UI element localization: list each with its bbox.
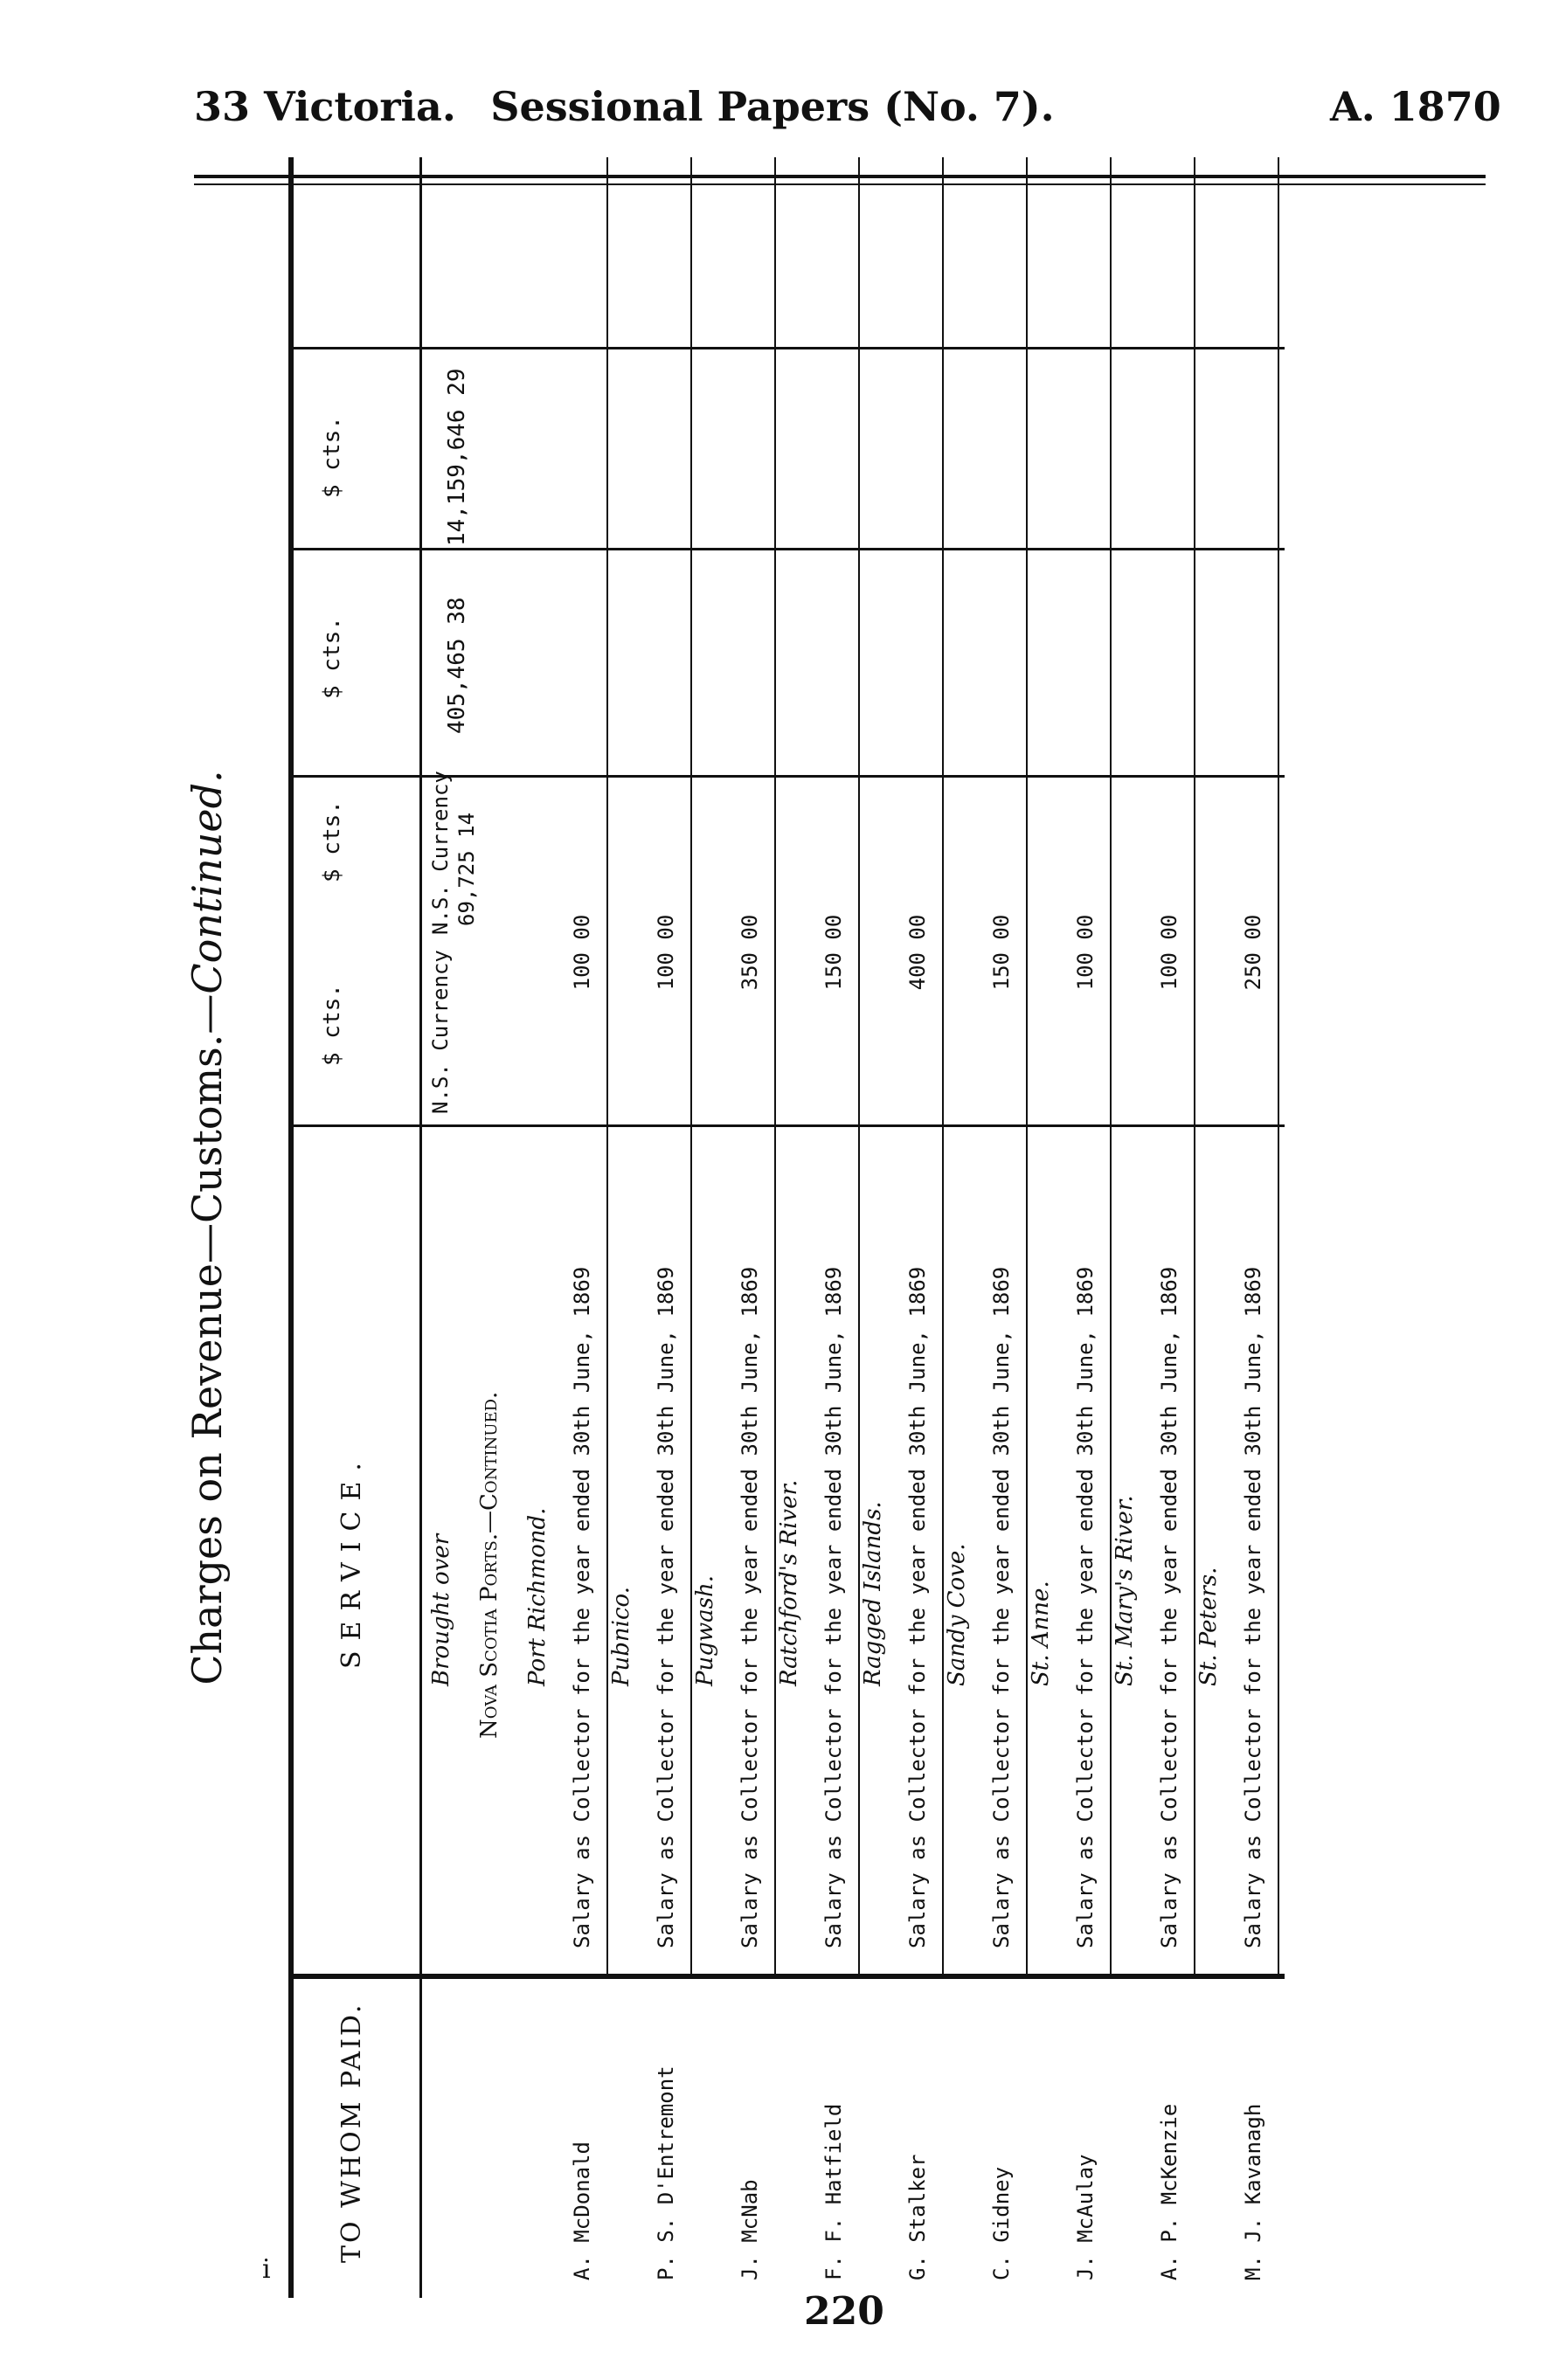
header-session: 33 Victoria. — [194, 83, 456, 130]
col-dollars-2: $ cts. — [319, 800, 345, 882]
col-dollars-3: $ cts. — [319, 617, 345, 699]
port-name: St. Mary's River. — [1112, 1495, 1138, 1686]
header-year: A. 1870 — [1330, 83, 1501, 130]
payee-name: F. F. Hatfield — [821, 2103, 846, 2280]
service-description: Salary as Collector for the year ended 30th June, 1869 — [570, 1266, 594, 1948]
amount: 100 00 — [1073, 914, 1098, 991]
table-row — [1061, 157, 1113, 2298]
table-row — [977, 157, 1029, 2298]
section-heading: Nova Scotia Ports.—Continued. — [476, 1391, 502, 1739]
table-row — [1145, 157, 1197, 2298]
payee-name: G. Stalker — [905, 2154, 930, 2280]
service-description: Salary as Collector for the year ended 30th June, 1869 — [905, 1266, 930, 1948]
payee-name: J. McNab — [738, 2179, 762, 2280]
service-description: Salary as Collector for the year ended 30th June, 1869 — [1073, 1266, 1098, 1948]
payee-name: P. S. D'Entremont — [654, 2065, 678, 2280]
header-title: Sessional Papers (No. 7). — [490, 83, 1055, 130]
port-name: Port Richmond. — [524, 1507, 551, 1686]
table-row — [893, 157, 946, 2298]
row-divider — [1278, 157, 1279, 1979]
brought-over-label: Brought over — [428, 1533, 454, 1686]
service-description: Salary as Collector for the year ended 30th June, 1869 — [821, 1266, 846, 1948]
payee-name: M. J. Kavanagh — [1241, 2103, 1265, 2280]
table-row — [641, 157, 694, 2298]
amount: 100 00 — [654, 914, 678, 991]
payee-name: J. McAulay — [1073, 2154, 1098, 2280]
section-heading-row — [476, 157, 518, 2298]
marginal-mark: i — [262, 2254, 271, 2285]
currency-note-a: N.S. Currency — [428, 950, 453, 1114]
port-name: Ragged Islands. — [860, 1501, 886, 1686]
brought-over-ns: 69,725 14 — [454, 812, 479, 926]
col-service: SERVICE. — [336, 1452, 367, 1669]
brought-over-col4: 14,159,646 29 — [444, 368, 470, 546]
port-name: Sandy Cove. — [944, 1543, 970, 1686]
payee-name: A. McDonald — [570, 2141, 594, 2280]
rotated-table — [166, 157, 1372, 2298]
amount: 350 00 — [738, 914, 762, 991]
amount: 150 00 — [821, 914, 846, 991]
table-title — [184, 157, 231, 2298]
table-row — [725, 157, 778, 2298]
service-description: Salary as Collector for the year ended 30th June, 1869 — [654, 1266, 678, 1948]
title-main: Charges on Revenue—Customs. — [184, 1034, 231, 1685]
port-name: Pubnico. — [608, 1587, 634, 1686]
table-row — [809, 157, 862, 2298]
service-description: Salary as Collector for the year ended 30th June, 1869 — [989, 1266, 1014, 1948]
currency-note-b: N.S. Currency — [428, 771, 453, 935]
page-number: 220 — [804, 2289, 884, 2334]
amount: 250 00 — [1241, 914, 1265, 991]
payee-name: A. P. McKenzie — [1157, 2103, 1181, 2280]
col-dollars-1: $ cts. — [319, 984, 345, 1066]
port-name: St. Anne. — [1028, 1581, 1054, 1686]
service-description: Salary as Collector for the year ended 30th June, 1869 — [1241, 1266, 1265, 1948]
table-row — [1229, 157, 1281, 2298]
amount: 100 00 — [1157, 914, 1181, 991]
payee-name: C. Gidney — [989, 2166, 1014, 2280]
amount: 150 00 — [989, 914, 1014, 991]
amount: 400 00 — [905, 914, 930, 991]
service-description: Salary as Collector for the year ended 30th June, 1869 — [738, 1266, 762, 1948]
table-row — [558, 157, 610, 2298]
port-name: Ratchford's River. — [776, 1479, 802, 1686]
title-continued: —Continued. — [184, 770, 231, 1034]
col-to-whom-paid: TO WHOM PAID. — [336, 2002, 367, 2263]
port-name: Pugwash. — [692, 1575, 718, 1686]
port-name: St. Peters. — [1195, 1567, 1222, 1686]
service-description: Salary as Collector for the year ended 30th June, 1869 — [1157, 1266, 1181, 1948]
brought-over-col3: 405,465 38 — [444, 597, 470, 734]
col-dollars-4: $ cts. — [319, 416, 345, 498]
amount: 100 00 — [570, 914, 594, 991]
